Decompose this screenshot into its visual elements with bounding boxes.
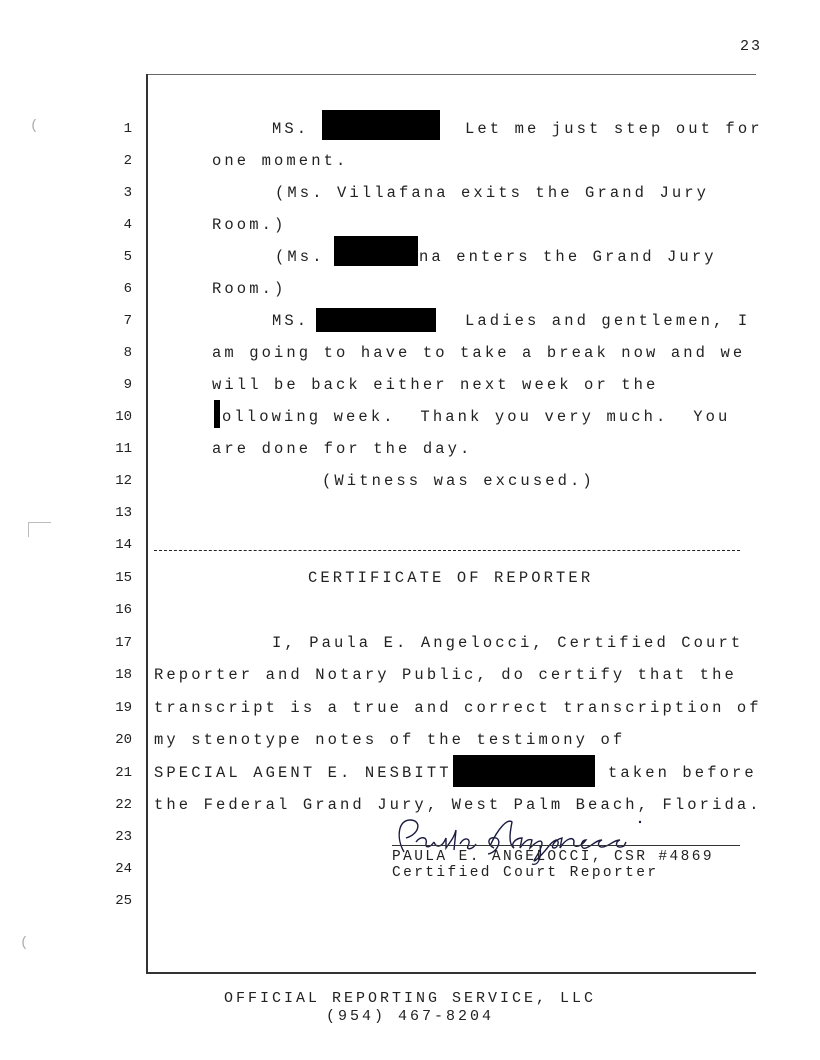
- line-number: 7: [123, 313, 132, 329]
- certificate-text: SPECIAL AGENT E. NESBITT: [154, 764, 452, 782]
- margin-mark: [28, 522, 51, 537]
- line-number: 11: [115, 441, 132, 457]
- certificate-text: I, Paula E. Angelocci, Certified Court: [272, 634, 744, 652]
- line-number: 18: [115, 667, 132, 683]
- frame-bottom-border: [146, 972, 756, 974]
- signature-line: [392, 845, 740, 846]
- line-number: 9: [123, 377, 132, 393]
- transcript-text: one moment.: [212, 152, 349, 170]
- line-number: 1: [123, 121, 132, 137]
- transcript-text: ollowing week. Thank you very much. You: [222, 408, 731, 426]
- line-number: 15: [115, 570, 132, 586]
- line-number: 23: [115, 829, 132, 845]
- line-number: 6: [123, 281, 132, 297]
- transcript-text: MS.: [272, 120, 310, 138]
- line-number: 21: [115, 765, 132, 781]
- redaction-box: [322, 110, 440, 140]
- page-number: 23: [739, 38, 762, 55]
- line-number: 8: [123, 345, 132, 361]
- footer-company: OFFICIAL REPORTING SERVICE, LLC: [223, 990, 597, 1007]
- redaction-mark: [214, 400, 220, 428]
- transcript-text: Room.): [212, 216, 287, 234]
- transcript-text: Room.): [212, 280, 287, 298]
- line-number: 4: [123, 217, 132, 233]
- line-number: 17: [115, 635, 132, 651]
- redaction-box: [453, 755, 595, 787]
- frame-top-border: [146, 74, 756, 75]
- transcript-text: na enters the Grand Jury: [419, 248, 717, 266]
- margin-mark: (: [30, 118, 39, 134]
- transcript-text: (Witness was excused.): [322, 472, 595, 490]
- reporter-title: Certified Court Reporter: [392, 865, 659, 881]
- certificate-text: Reporter and Notary Public, do certify that the: [154, 666, 737, 684]
- transcript-text: Ladies and gentlemen, I: [465, 312, 751, 330]
- certificate-text: taken before: [608, 764, 757, 782]
- margin-mark: (: [20, 935, 29, 951]
- line-number: 13: [115, 505, 132, 521]
- line-number: 22: [115, 797, 132, 813]
- line-number: 20: [115, 732, 132, 748]
- transcript-text: will be back either next week or the: [212, 376, 659, 394]
- transcript-text: Let me just step out for: [465, 120, 763, 138]
- line-number: 5: [123, 249, 132, 265]
- separator-rule: [154, 550, 740, 551]
- certificate-text: transcript is a true and correct transcription of: [154, 699, 762, 717]
- transcript-text: am going to have to take a break now and we: [212, 344, 746, 362]
- transcript-text: are done for the day.: [212, 440, 473, 458]
- transcript-text: (Ms. Villafana exits the Grand Jury: [275, 184, 710, 202]
- certificate-text: my stenotype notes of the testimony of: [154, 731, 626, 749]
- reporter-name: PAULA E. ANGELOCCI, CSR #4869: [392, 849, 714, 865]
- line-number: 16: [115, 602, 132, 618]
- certificate-heading: CERTIFICATE OF REPORTER: [308, 569, 594, 587]
- certificate-text: the Federal Grand Jury, West Palm Beach, Florida.: [154, 796, 762, 814]
- line-number: 12: [115, 473, 132, 489]
- line-number: 25: [115, 893, 132, 909]
- redaction-box: [316, 308, 436, 332]
- transcript-text: MS.: [272, 312, 310, 330]
- line-number: 24: [115, 861, 132, 877]
- footer-phone: (954) 467-8204: [325, 1008, 495, 1025]
- line-number: 3: [123, 185, 132, 201]
- line-number: 10: [115, 409, 132, 425]
- line-number: 2: [123, 153, 132, 169]
- frame-left-border: [146, 74, 148, 974]
- line-number: 19: [115, 700, 132, 716]
- line-number: 14: [115, 537, 132, 553]
- transcript-text: (Ms.: [275, 248, 325, 266]
- redaction-box: [334, 236, 418, 266]
